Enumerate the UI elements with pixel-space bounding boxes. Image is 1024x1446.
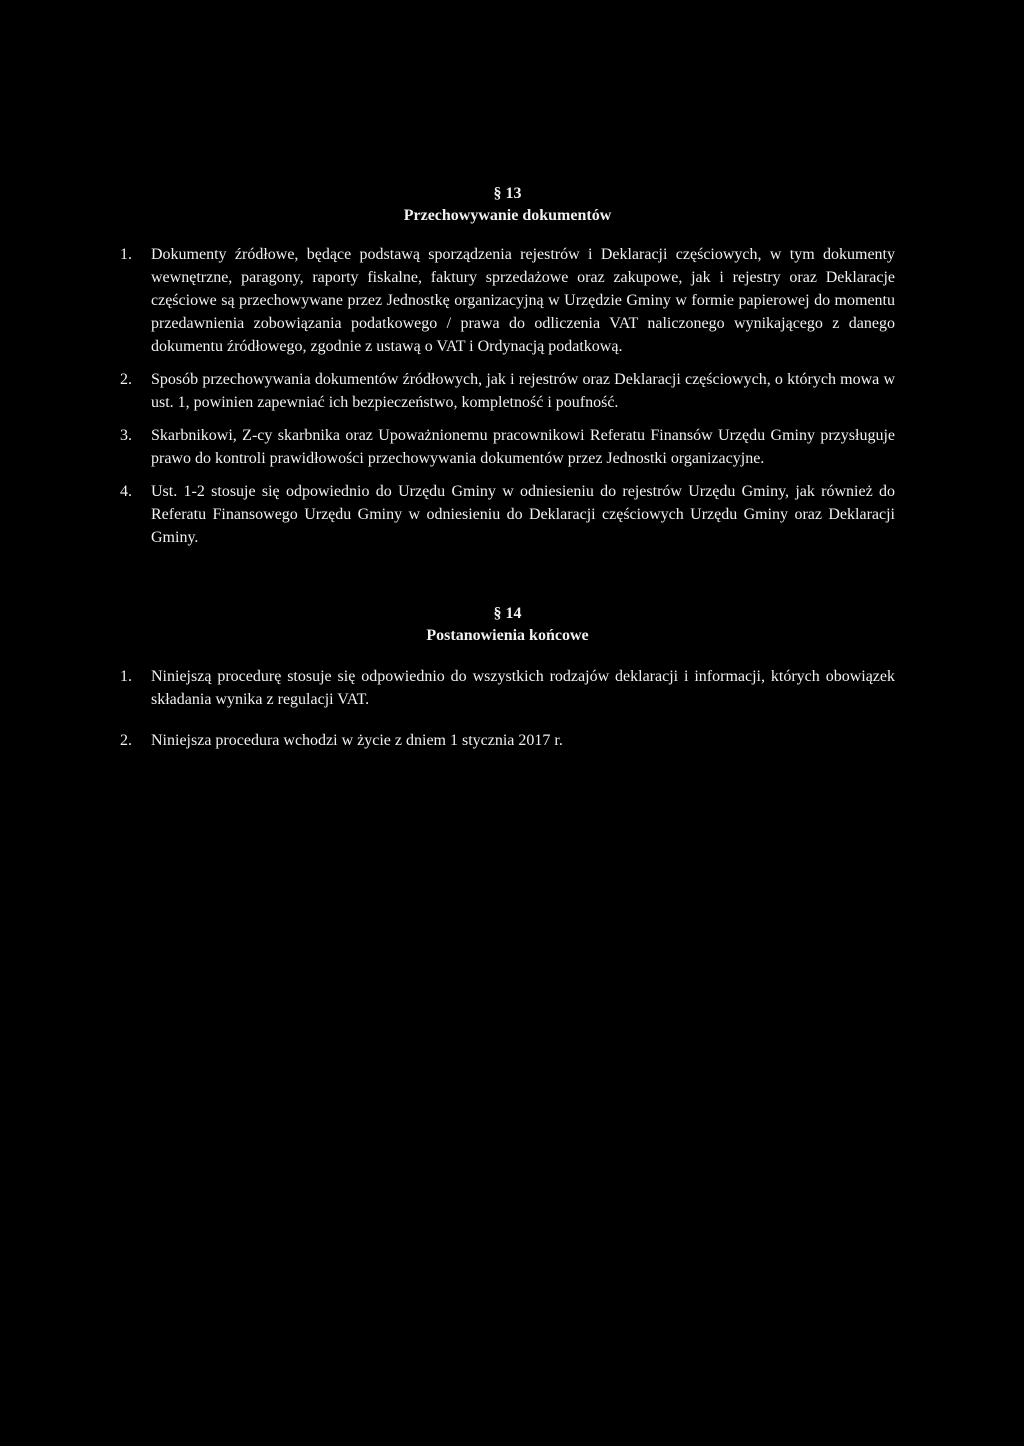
- section-13: [120, 183, 895, 549]
- list-item: [120, 424, 895, 470]
- item-number: 4.: [120, 483, 132, 500]
- section-14-list: [120, 665, 895, 752]
- item-number: 1.: [120, 246, 132, 263]
- section-title: Przechowywanie dokumentów: [403, 207, 612, 224]
- section-14: [120, 603, 895, 752]
- list-item: [120, 243, 895, 358]
- list-item: [120, 729, 895, 752]
- item-number: 2.: [120, 371, 132, 388]
- item-text: Niniejszą procedurę stosuje się odpowiednio do wszystkich rodzajów deklaracji i informacji, których obowiązek składania wynika z regulacji VAT.: [151, 668, 895, 708]
- item-number: 3.: [120, 427, 132, 444]
- item-number: 1.: [120, 668, 132, 685]
- item-text: Sposób przechowywania dokumentów źródłowych, jak i rejestrów oraz Deklaracji częściowych, o których mowa w ust. 1, powinien zapewniać ich bezpieczeństwo, kompletność i poufność.: [151, 371, 895, 411]
- list-item: [120, 480, 895, 549]
- item-text: Dokumenty źródłowe, będące podstawą sporządzenia rejestrów i Deklaracji częściowych, w tym dokumenty wewnętrzne, paragony, raporty fiskalne, faktury sprzedażowe oraz zakupowe, jak i rejestry oraz Deklaracje częściowe są przechowywane przez Jednostkę organizacyjną w Urzędzie Gminy w formie papierowej do momentu przedawnienia zobowiązania podatkowego / prawa do odliczenia VAT naliczonego wynikającego z danego dokumentu źródłowego, zgodnie z ustawą o VAT i Ordynacją podatkową.: [151, 246, 895, 355]
- section-header: [120, 183, 895, 227]
- item-text: Skarbnikowi, Z-cy skarbnika oraz Upoważnionemu pracownikowi Referatu Finansów Urzędu Gminy przysługuje prawo do kontroli prawidłowości przechowywania dokumentów przez Jednostki organizacyjne.: [151, 427, 895, 467]
- section-title: Postanowienia końcowe: [426, 627, 589, 644]
- section-header: [120, 603, 895, 647]
- list-item: [120, 665, 895, 711]
- section-13-list: [120, 243, 895, 549]
- item-text: Niniejsza procedura wchodzi w życie z dniem 1 stycznia 2017 r.: [151, 732, 563, 749]
- section-number: § 13: [493, 185, 522, 202]
- item-number: 2.: [120, 732, 132, 749]
- section-number: § 14: [493, 605, 522, 622]
- list-item: [120, 368, 895, 414]
- item-text: Ust. 1-2 stosuje się odpowiednio do Urzędu Gminy w odniesieniu do rejestrów Urzędu Gminy, jak również do Referatu Finansowego Urzędu Gminy w odniesieniu do Deklaracji częściowych Urzędu Gminy oraz Deklaracji Gminy.: [151, 483, 895, 546]
